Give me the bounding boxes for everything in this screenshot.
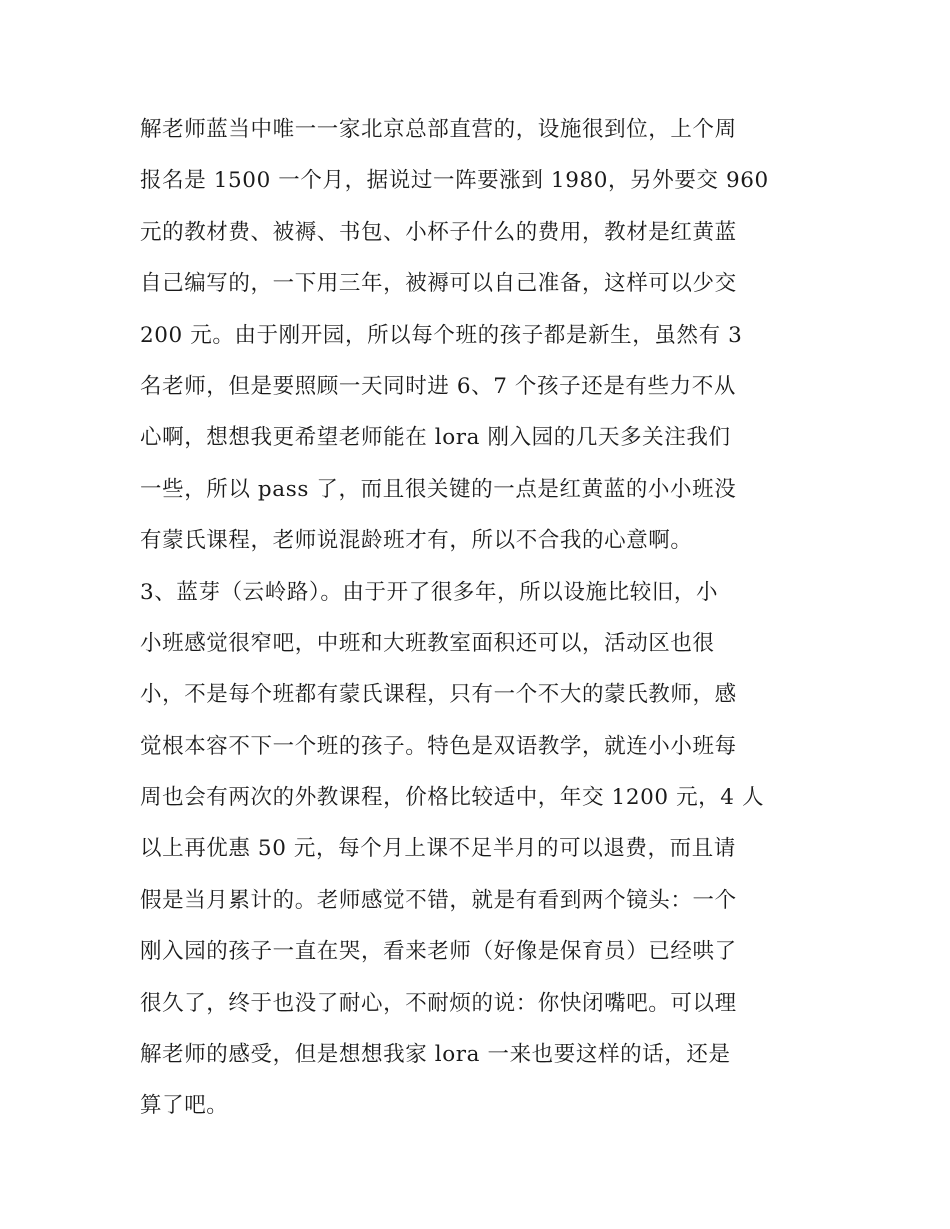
body-text	[140, 104, 830, 1132]
text-line: 小，不是每个班都有蒙氏课程，只有一个不大的蒙氏教师，感	[140, 682, 737, 708]
text-line: 自己编写的，一下用三年，被褥可以自己准备，这样可以少交	[140, 271, 737, 297]
text-line: 以上再优惠 50 元，每个月上课不足半月的可以退费，而且请	[140, 836, 736, 862]
text-line: 解老师蓝当中唯一一家北京总部直营的，设施很到位，上个周	[140, 117, 737, 142]
text-line: 元的教材费、被褥、书包、小杯子什么的费用，教材是红黄蓝	[140, 219, 737, 245]
text-line: 周也会有两次的外教课程，价格比较适中，年交 1200 元，4 人	[140, 785, 765, 811]
text-line: 名老师，但是要照顾一天同时进 6、7 个孩子还是有些力不从	[140, 373, 736, 399]
text-line: 3、蓝芽（云岭路）。由于开了很多年，所以设施比较旧，小	[140, 579, 719, 605]
text-line: 报名是 1500 一个月，据说过一阵要涨到 1980，另外要交 960	[140, 168, 769, 194]
text-line: 假是当月累计的。老师感觉不错，就是有看到两个镜头：一个	[140, 887, 737, 913]
text-line: 一些，所以 pass 了，而且很关键的一点是红黄蓝的小小班没	[140, 476, 737, 502]
text-line: 刚入园的孩子一直在哭，看来老师（好像是保育员）已经哄了	[140, 939, 737, 965]
text-line: 心啊，想想我更希望老师能在 lora 刚入园的几天多关注我们	[140, 425, 731, 451]
text-line: 很久了，终于也没了耐心，不耐烦的说：你快闭嘴吧。可以理	[140, 990, 737, 1016]
text-line: 觉根本容不下一个班的孩子。特色是双语教学，就连小小班每	[140, 733, 737, 759]
text-line: 算了吧。	[140, 1093, 229, 1119]
text-line: 有蒙氏课程，老师说混龄班才有，所以不合我的心意啊。	[140, 528, 693, 554]
text-line: 解老师的感受，但是想想我家 lora 一来也要这样的话，还是	[140, 1042, 731, 1068]
text-line: 小班感觉很窄吧，中班和大班教室面积还可以，活动区也很	[140, 630, 715, 656]
text-line: 200 元。由于刚开园，所以每个班的孩子都是新生，虽然有 3	[140, 322, 743, 348]
